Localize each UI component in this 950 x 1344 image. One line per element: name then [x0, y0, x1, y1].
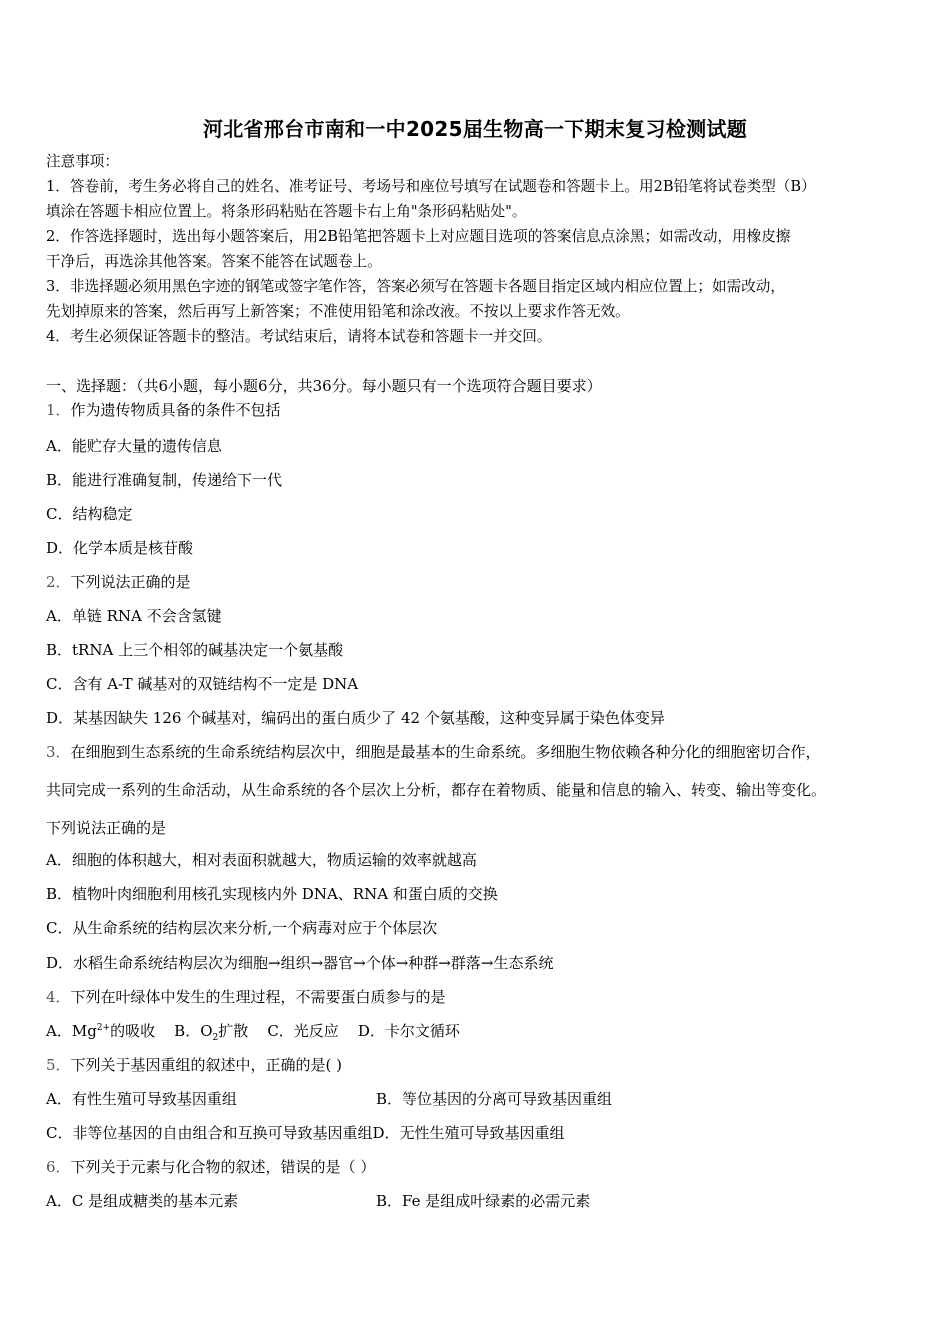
question-6: [46, 1157, 375, 1177]
question-2: [46, 572, 191, 592]
notice-line-2: 填涂在答题卡相应位置上。将条形码粘贴在答题卡右上角"条形码粘贴处"。: [46, 203, 527, 220]
q3-option-a: A．细胞的体积越大，相对表面积就越大，物质运输的效率就越高: [46, 851, 477, 869]
q4-option-d: D．卡尔文循环: [357, 1022, 460, 1040]
q3-option-b: B．植物叶肉细胞利用核孔实现核内外 DNA、RNA 和蛋白质的交换: [46, 885, 498, 903]
q6-options-row-1: [46, 1191, 906, 1211]
q4-option-b: [174, 1022, 249, 1043]
notice-line-7: 4．考生必须保证答题卡的整洁。考试结束后，请将本试卷和答题卡一并交回。: [46, 328, 552, 345]
q4-option-a-text: A．Mg: [46, 1022, 97, 1040]
notice-line-1: 1．答卷前，考生务必将自己的姓名、准考证号、考场号和座位号填写在试题卷和答题卡上。用2B铅笔将试卷类型（B）: [46, 178, 816, 195]
q4-option-a-tail: 的吸收: [110, 1022, 156, 1040]
q5-option-a: A．有性生殖可导致基因重组: [46, 1090, 237, 1108]
q2-option-c: C．含有 A-T 碱基对的双链结构不一定是 DNA: [46, 675, 359, 693]
subscript: 2: [212, 1033, 219, 1043]
q1-option-a: A．能贮存大量的遗传信息: [46, 437, 222, 455]
q1-option-b: B．能进行准确复制，传递给下一代: [46, 471, 283, 489]
notice-line-3: 2．作答选择题时，选出每小题答案后，用2B铅笔把答题卡上对应题目选项的答案信息点涂黑；如需改动，用橡皮擦: [46, 228, 791, 245]
question-number: 5．: [46, 1056, 71, 1074]
q3-option-c: C．从生命系统的结构层次来分析,一个病毒对应于个体层次: [46, 919, 438, 937]
section-heading: 一、选择题：（共6小题，每小题6分，共36分。每小题只有一个选项符合题目要求）: [46, 377, 602, 395]
q4-option-c: C．光反应: [267, 1022, 339, 1040]
q5-options-row-2: [46, 1123, 565, 1143]
question-stem: 在细胞到生态系统的生命系统结构层次中，细胞是最基本的生命系统。多细胞生物依赖各种分化的细胞密切合作，: [70, 743, 821, 761]
notice-line-4: 干净后，再选涂其他答案。答案不能答在试题卷上。: [46, 253, 382, 270]
question-stem: 下列在叶绿体中发生的生理过程，不需要蛋白质参与的是: [70, 988, 446, 1006]
question-number: 4．: [46, 988, 71, 1006]
q4-options: [46, 1021, 460, 1041]
q2-option-a: A．单链 RNA 不会含氢键: [46, 607, 222, 625]
superscript: 2+: [96, 1023, 111, 1033]
q1-option-c: C．结构稳定: [46, 505, 133, 523]
question-number: 2．: [46, 573, 71, 591]
q2-option-b: B．tRNA 上三个相邻的碱基决定一个氨基酸: [46, 641, 344, 659]
question-stem: 作为遗传物质具备的条件不包括: [70, 401, 281, 419]
question-stem: 下列关于基因重组的叙述中，正确的是( ): [70, 1056, 343, 1074]
q3-stem-line-2: 共同完成一系列的生命活动，从生命系统的各个层次上分析，都存在着物质、能量和信息的输入、转变、输出等变化。: [46, 781, 827, 799]
question-number: 3．: [46, 743, 71, 761]
q5-option-b: B．等位基因的分离可导致基因重组: [376, 1090, 613, 1108]
question-1: [46, 400, 281, 420]
q5-options-row-1: [46, 1089, 906, 1109]
q3-stem-line-3: 下列说法正确的是: [46, 819, 167, 837]
q4-option-b-tail: 扩散: [218, 1022, 249, 1040]
q6-option-a: A．C 是组成糖类的基本元素: [46, 1192, 239, 1210]
question-4: [46, 987, 446, 1007]
question-number: 6．: [46, 1158, 71, 1176]
q5-option-c: C．非等位基因的自由组合和互换可导致基因重组: [46, 1124, 373, 1142]
q4-option-b-text: B．O: [174, 1022, 213, 1040]
question-stem: 下列关于元素与化合物的叙述，错误的是（ ）: [70, 1158, 376, 1176]
question-3: [46, 742, 821, 762]
q2-option-d: D．某基因缺失 126 个碱基对，编码出的蛋白质少了 42 个氨基酸，这种变异属于染色体变异: [46, 709, 665, 727]
q5-option-d: D．无性生殖可导致基因重组: [372, 1124, 565, 1142]
q4-option-a: [46, 1022, 155, 1040]
q1-option-d: D．化学本质是核苷酸: [46, 539, 194, 557]
q6-option-b: B．Fe 是组成叶绿素的必需元素: [376, 1192, 591, 1210]
page-title: 河北省邢台市南和一中2025届生物高一下期末复习检测试题: [202, 117, 748, 141]
q3-option-d: D．水稻生命系统结构层次为细胞→组织→器官→个体→种群→群落→生态系统: [46, 954, 554, 972]
question-5: [46, 1055, 342, 1075]
question-stem: 下列说法正确的是: [70, 573, 191, 591]
question-number: 1．: [46, 401, 71, 419]
notice-line-6: 先划掉原来的答案，然后再写上新答案；不准使用铅笔和涂改液。不按以上要求作答无效。: [46, 303, 630, 320]
notice-line-5: 3．非选择题必须用黑色字迹的钢笔或签字笔作答，答案必须写在答题卡各题目指定区域内相应位置上；如需改动，: [46, 278, 785, 295]
notice-heading: 注意事项：: [46, 153, 119, 170]
